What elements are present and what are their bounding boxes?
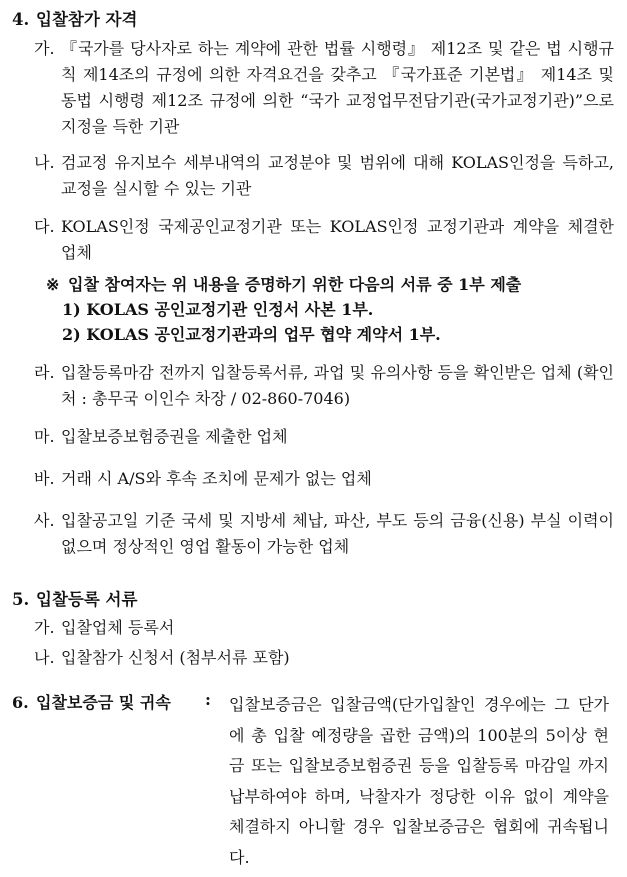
section-6-heading (12, 690, 171, 713)
section-4-heading (12, 6, 137, 30)
note-sub-1: 1) KOLAS 공인교정기관 인정서 사본 1부. (62, 300, 374, 319)
item-label: 라. (34, 363, 55, 382)
note-mark: ※ (46, 275, 60, 294)
item-label: 가. (34, 618, 55, 637)
section-4-title: 입찰참가 자격 (36, 10, 138, 29)
section-5-item-na (34, 645, 290, 671)
item-text: 입찰참가 신청서 (첨부서류 포함) (61, 648, 290, 667)
section-5-item-ga (34, 615, 174, 641)
section-4-item-ma (34, 424, 614, 450)
item-text: 거래 시 A/S와 후속 조치에 문제가 없는 업체 (61, 469, 372, 488)
item-label: 마. (34, 427, 55, 446)
item-text: 입찰업체 등록서 (61, 618, 175, 637)
note-text: 입찰 참여자는 위 내용을 증명하기 위한 다음의 서류 중 1부 제출 (68, 275, 522, 294)
item-label: 다. (34, 217, 55, 236)
note-sub-2: 2) KOLAS 공인교정기관과의 업무 협약 계약서 1부. (62, 325, 441, 344)
item-text: 입찰공고일 기준 국세 및 지방세 체납, 파산, 부도 등의 금융(신용) 부실 이력이 없으며 정상적인 영업 활동이 가능한 업체 (61, 511, 614, 556)
section-5-title: 입찰등록 서류 (36, 590, 138, 609)
section-5-number: 5. (12, 590, 30, 609)
section-6-colon: : (205, 690, 211, 709)
section-4-item-ba (34, 466, 614, 492)
submission-note (46, 272, 612, 347)
section-4-item-da (34, 214, 614, 266)
item-label: 가. (34, 39, 55, 58)
section-5-heading (12, 586, 137, 610)
section-4-item-na (34, 150, 614, 202)
section-4-number: 4. (12, 10, 30, 29)
section-4-item-ga (34, 36, 614, 140)
section-6-text: 입찰보증금은 입찰금액(단가입찰인 경우에는 그 단가에 총 입찰 예정량을 곱한 금액)의 100분의 5이상 현금 또는 입찰보증보험증권 등을 입찰등록 마감일 까지 납부하여야 하며, 낙찰자가 정당한 이유 없이 계약을 체결하지 아니할 경우 입찰보증금은 협회에 귀속됩니다. (229, 695, 609, 867)
item-label: 나. (34, 153, 55, 172)
item-text: 『국가를 당사자로 하는 계약에 관한 법률 시행령』 제12조 및 같은 법 시행규칙 제14조의 규정에 의한 자격요건을 갖추고 『국가표준 기본법』 제14조 및 동법 시행령 제12조 규정에 의한 “국가 교정업무전담기관(국가교정기관)”으로 지정을 득한 기관 (61, 39, 614, 136)
section-4-item-sa (34, 508, 614, 560)
item-label: 나. (34, 648, 55, 667)
item-label: 사. (34, 511, 55, 530)
item-text: 입찰등록마감 전까지 입찰등록서류, 과업 및 유의사항 등을 확인받은 업체 (확인처 : 총무국 이인수 차장 / 02-860-7046) (61, 363, 614, 408)
section-4-item-ra (34, 360, 614, 412)
item-text: KOLAS인정 국제공인교정기관 또는 KOLAS인정 교정기관과 계약을 체결한 업체 (61, 217, 614, 262)
item-text: 검교정 유지보수 세부내역의 교정분야 및 범위에 대해 KOLAS인정을 득하고, 교정을 실시할 수 있는 기관 (61, 153, 614, 198)
item-text: 입찰보증보험증권을 제출한 업체 (61, 427, 288, 446)
section-6-title: 입찰보증금 및 귀속 (36, 693, 171, 712)
section-6-number: 6. (12, 693, 29, 712)
item-label: 바. (34, 469, 55, 488)
